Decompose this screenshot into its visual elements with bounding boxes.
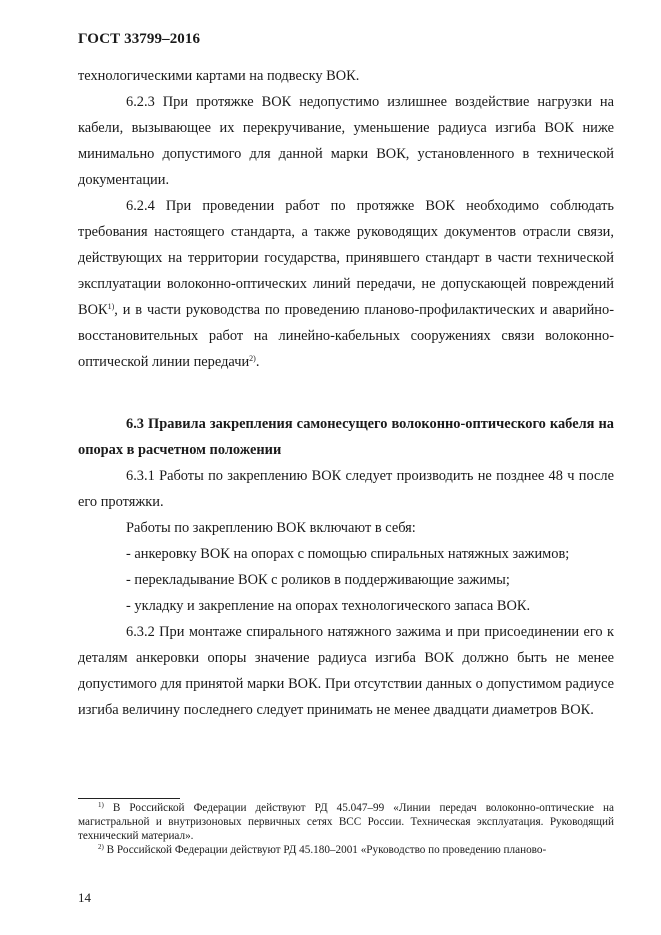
footnote-1 (78, 801, 614, 843)
footnote-text: В Российской Федерации действуют РД 45.180–2001 «Руководство по проведению планово- (103, 844, 547, 856)
paragraph-6-3-2: 6.3.2 При монтаже спирального натяжного зажима и при присоединении его к деталям анкеровки опоры значение радиуса изгиба ВОК должно быть не менее допустимого для принятой марки ВОК. При отсутствии данных о допустимом радиусе изгиба величину последнего следует принимать не менее двадцати диаметров ВОК. (78, 624, 614, 718)
paragraph-6-3-1: 6.3.1 Работы по закреплению ВОК следует производить не позднее 48 ч после его протяжки. (78, 468, 614, 510)
list-item: - анкеровку ВОК на опорах с помощью спиральных натяжных зажимов; (126, 546, 570, 562)
page-number: 14 (78, 890, 91, 905)
footnote-divider (78, 798, 180, 799)
footnote-ref-2: 2) (249, 354, 256, 363)
paragraph-6-2-3: 6.2.3 При протяжке ВОК недопустимо излишнее воздействие нагрузки на кабели, вызывающее их перекручивание, уменьшение радиуса изгиба ВОК ниже минимально допустимого для данной марки ВОК, установленного в технической документации. (78, 94, 614, 188)
footnote-mark: 1) (98, 801, 104, 809)
footnote-mark: 2) (98, 843, 104, 851)
main-text (78, 63, 614, 375)
section-6-3 (78, 411, 614, 723)
paragraph-6-2-4-text-c: . (255, 354, 260, 370)
list-item: - укладку и закрепление на опорах технологического запаса ВОК. (126, 598, 531, 614)
paragraph-6-2-4 (78, 193, 614, 375)
document-header: ГОСТ 33799–2016 (78, 31, 201, 47)
list-intro: Работы по закреплению ВОК включают в себя: (126, 520, 416, 536)
paragraph-6-2-4-text-b: , и в части руководства по проведению планово-профилактических и аварийно-восстановительных работ на линейно-кабельных сооружениях связи волоконно-оптической линии передачи (78, 302, 614, 370)
section-title: 6.3 Правила закрепления самонесущего волоконно-оптического кабеля на опорах в расчетном положении (78, 416, 614, 458)
paragraph-6-2-4-text-a: 6.2.4 При проведении работ по протяжке ВОК необходимо соблюдать требования настоящего стандарта, а также руководящих документов отрасли связи, действующих на территории государства, принявшего стандарт в части технической эксплуатации волоконно-оптических линий передачи, не допускающей повреждений ВОК (78, 198, 614, 318)
list-item: - перекладывание ВОК с роликов в поддерживающие зажимы; (126, 572, 510, 588)
footnotes (78, 801, 614, 857)
footnote-text: В Российской Федерации действуют РД 45.047–99 «Линии передач волоконно-оптические на магистральной и внутризоновых первичных сетях ВСС России. Техническая эксплуатация. Руководящий технический материал». (78, 802, 614, 842)
paragraph-continuation: технологическими картами на подвеску ВОК. (78, 68, 360, 84)
footnote-2 (78, 843, 614, 857)
footnote-ref-1: 1) (107, 302, 115, 311)
